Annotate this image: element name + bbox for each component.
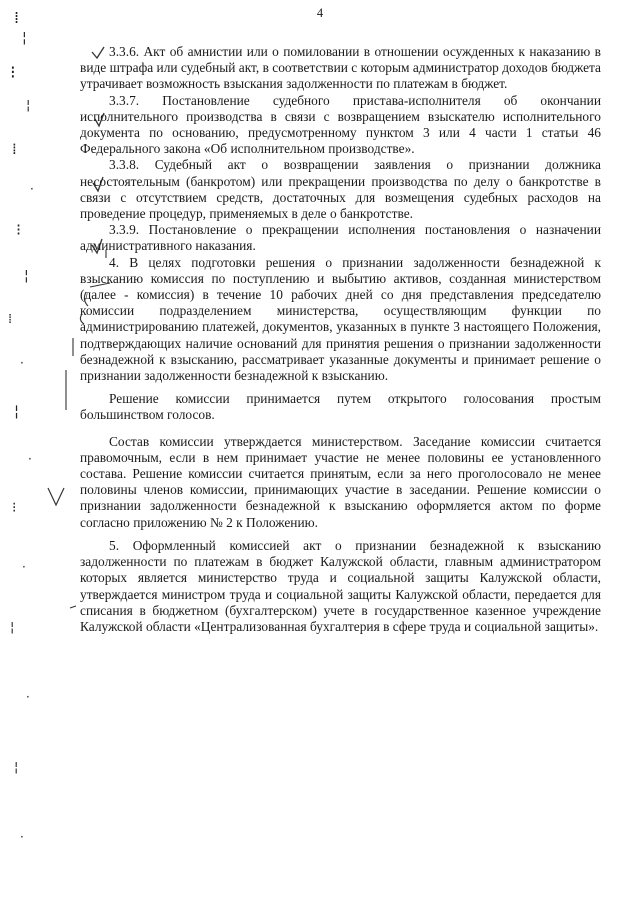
scan-mark: ¦: [10, 620, 15, 635]
scan-mark: ·: [20, 356, 24, 370]
scan-mark: ¦: [24, 268, 29, 284]
scan-mark: ·: [26, 690, 30, 704]
scan-mark: ⁝: [16, 220, 22, 239]
scan-mark: ¦: [14, 760, 19, 775]
scan-mark: ⁞: [14, 8, 20, 27]
section-4-composition: Состав комиссии утверждается министерством. Заседание комиссии считается правомочным, если в нем принимает участие не менее половины ее установленного состава. Решение комиссии считается принятым, если за него проголосовало не менее половины членов комиссии, принимающих участие в заседании. Решение комиссии о признании задолженности безнадежной к взысканию оформляется актом по форме согласно приложению № 2 к Положению.: [80, 433, 601, 530]
section-5: 5. Оформленный комиссией акт о признании безнадежной к взысканию задолженности по платежам в бюджет Калужской области, главным администратором которых является министерство труда и социальной защиты Калужской области, утверждается министром труда и социальной защиты Калужской области, передается для списания в бюджетном (бухгалтерском) учете в государственное казенное учреждение Калужской области «Централизованная бухгалтерия в сфере труда и социальной защиты».: [80, 537, 601, 634]
scan-mark: ⁞: [12, 140, 17, 158]
section-4-voting: Решение комиссии принимается путем открытого голосования простым большинством голосов.: [80, 391, 601, 423]
scan-mark: ·: [28, 452, 32, 466]
scan-mark: ¦: [14, 402, 20, 420]
scan-mark: ·: [20, 830, 24, 844]
scan-mark: ⁝: [12, 500, 17, 516]
clause-3-3-9: 3.3.9. Постановление о прекращении исполнения постановления о назначении административного наказания.: [80, 222, 601, 254]
scan-mark: ·: [30, 182, 34, 196]
page-number: 4: [316, 6, 324, 20]
scan-mark: ¦: [26, 98, 31, 113]
section-4: 4. В целях подготовки решения о признании задолженности безнадежной к взысканию комиссия по поступлению и выбытию активов, созданная министерством (далее - комиссия) в течение 10 рабочих дней со дня представления председателю комиссии подразделением министерства, осуществляющим функции по администрированию платежей, документов, указанных в пункте 3 настоящего Положения, подтверждающих наличие оснований для принятия решения о признании задолженности безнадежной к взысканию, рассматривает указанные документы и принимает решение о признании задолженности безнадежной к взысканию.: [80, 254, 601, 384]
scan-mark: ⁝: [10, 62, 16, 83]
scan-margin-artifacts: [0, 0, 44, 905]
clause-3-3-6: 3.3.6. Акт об амнистии или о помиловании в отношении осужденных к наказанию в виде штрафа или судебный акт, в соответствии с которым администратор доходов бюджета утрачивает возможность взыскания задолженности по платежам в бюджет.: [80, 44, 601, 92]
scan-mark: ·: [22, 560, 26, 574]
clause-3-3-8: 3.3.8. Судебный акт о возвращении заявления о признании должника несостоятельным (банкротом) или прекращении производства по делу о банкротстве в связи с отсутствием средств, достаточных для возмещения судебных расходов на проведение процедур, применяемых в деле о банкротстве.: [80, 157, 601, 222]
scan-mark: ¦: [22, 30, 27, 46]
document-body: [80, 44, 601, 635]
clause-3-3-7: 3.3.7. Постановление судебного пристава-исполнителя об окончании исполнительного производства в связи с возвращением взыскателю исполнительного документа по основанию, предусмотренному пунктом 3 или 4 части 1 статьи 46 Федерального закона «Об исполнительном производстве».: [80, 92, 601, 157]
scan-mark: ⁞: [8, 312, 13, 327]
